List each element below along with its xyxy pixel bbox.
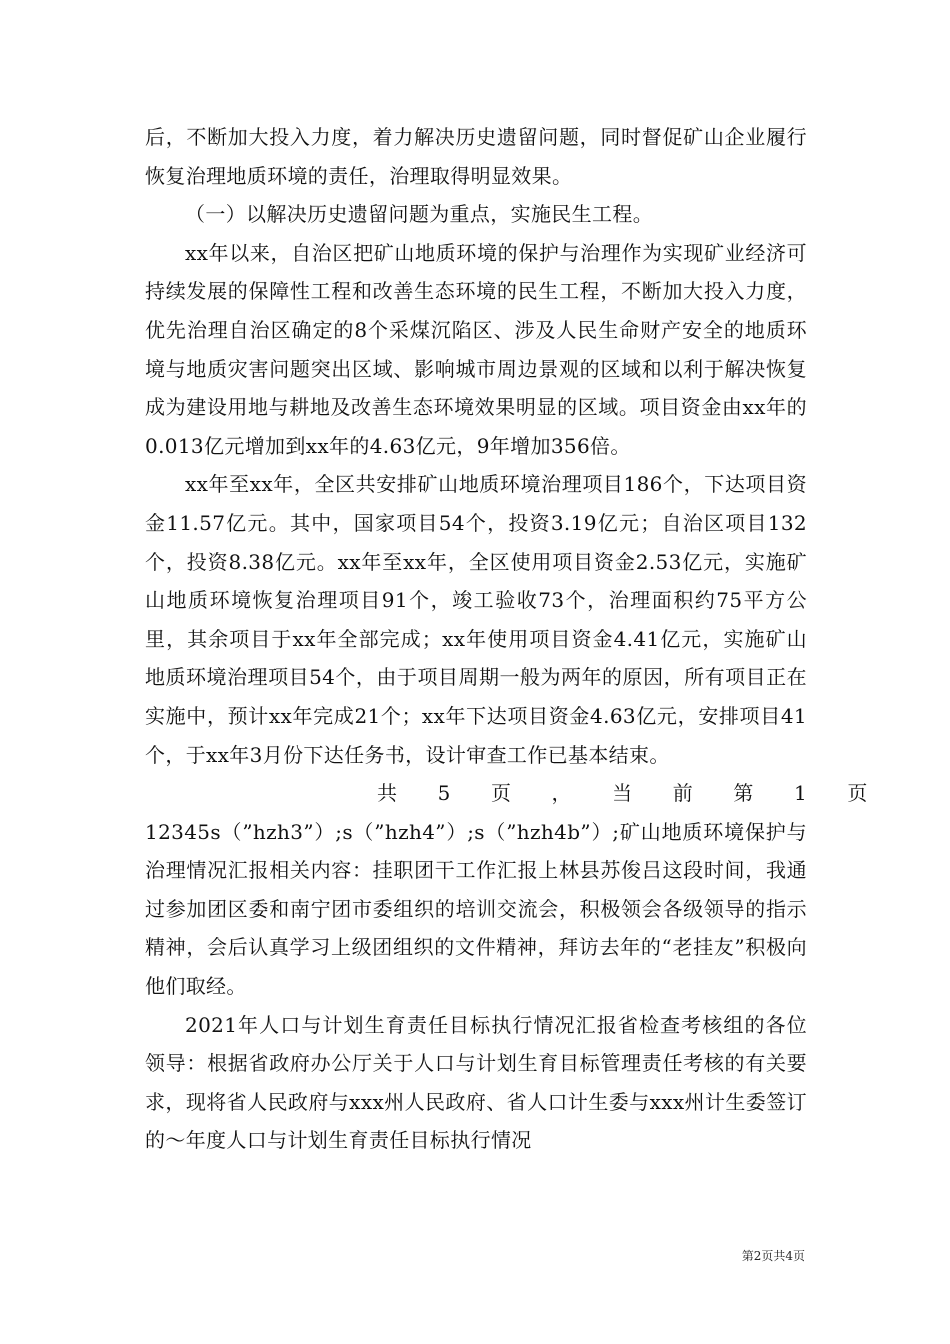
paragraph-continuation: 后，不断加大投入力度，着力解决历史遗留问题，同时督促矿山企业履行恢复治理地质环境的责任，治理取得明显效果。 xyxy=(145,125,807,188)
counter-gong: 共 xyxy=(377,781,398,806)
counter-ye: 页 xyxy=(490,781,512,806)
paragraph-population-report: 2021年人口与计划生育责任目标执行情况汇报省检查考核组的各位领导：根据省政府办公厅关于人口与计划生育目标管理责任考核的有关要求，现将省人民政府与xxx州人民政府、省人口计生委与xxx州计生委签订的～年度人口与计划生育责任目标执行情况 xyxy=(145,1012,807,1153)
paragraph-funding-growth: xx年以来，自治区把矿山地质环境的保护与治理作为实现矿业经济可持续发展的保障性工程和改善生态环境的民生工程，不断加大投入力度，优先治理自治区确定的8个采煤沉陷区、涉及人民生命财产安全的地质环境与地质灾害问题突出区域、影响城市周边景观的区域和以利于解决恢复成为建设用地与耕地及改善生态环境效果明显的区域。项目资金由xx年的0.013亿元增加到xx年的4.63亿元，9年增加356倍。 xyxy=(145,240,807,458)
counter-current: 1 xyxy=(793,781,808,806)
counter-dang: 当 xyxy=(612,781,633,806)
document-body xyxy=(145,118,868,1160)
section-heading-1: （一）以解决历史遗留问题为重点，实施民生工程。 xyxy=(185,202,654,227)
counter-comma: ， xyxy=(551,781,572,806)
counter-qian: 前 xyxy=(672,781,694,806)
page-footer: 第2页共4页 xyxy=(741,1249,805,1263)
counter-di: 第 xyxy=(733,781,754,806)
paragraph-related-content: 12345s（”hzh3”）;s（”hzh4”）;s（”hzh4b”）;矿山地质环境保护与治理情况汇报相关内容：挂职团干工作汇报上林县苏俊吕这段时间，我通过参加团区委和南宁团市委组织的培训交流会，积极领会各级领导的指示精神，会后认真学习上级团组织的文件精神，拜访去年的“老挂友”积极向他们取经。 xyxy=(145,819,807,999)
counter-ye-2: 页 xyxy=(847,781,868,806)
counter-total: 5 xyxy=(437,781,451,806)
paragraph-project-stats: xx年至xx年，全区共安排矿山地质环境治理项目186个，下达项目资金11.57亿元。其中，国家项目54个，投资3.19亿元；自治区项目132个，投资8.38亿元。xx年至xx年，全区使用项目资金2.53亿元，实施矿山地质环境恢复治理项目91个，竣工验收73个，治理面积约75平方公里，其余项目于xx年全部完成；xx年使用项目资金4.41亿元，实施矿山地质环境治理项目54个，由于项目周期一般为两年的原因，所有项目正在实施中，预计xx年完成21个；xx年下达项目资金4.63亿元，安排项目41个，于xx年3月份下达任务书，设计审查工作已基本结束。 xyxy=(145,472,807,767)
inline-page-counter xyxy=(145,774,868,813)
